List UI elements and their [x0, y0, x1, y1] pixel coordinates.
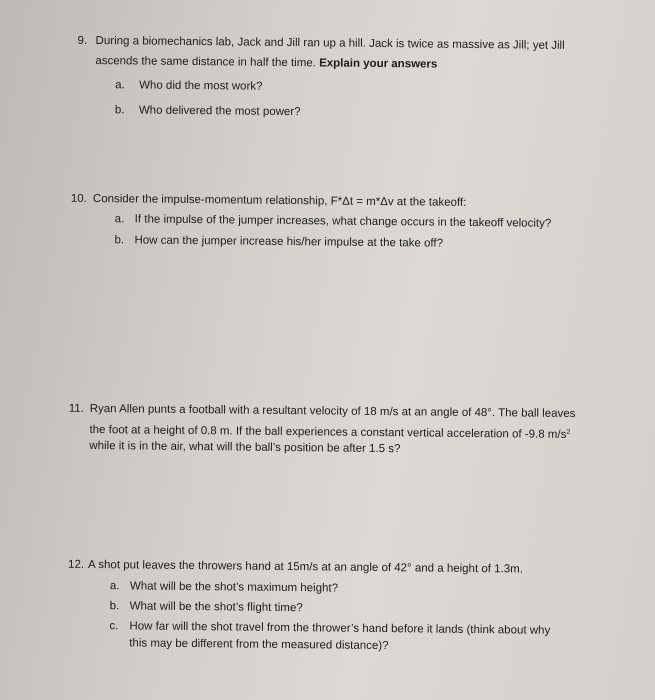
- subquestion-label: a.: [115, 79, 125, 92]
- subquestion-label: b.: [114, 234, 125, 247]
- subquestion-text: Who did the most work?: [139, 79, 263, 93]
- subquestion-text: What will be the shot’s flight time?: [129, 600, 303, 615]
- question-text: while it is in the air, what will the ball’s position be after 1.5 s?: [89, 439, 401, 456]
- subquestion-text: Who delivered the most power?: [138, 104, 301, 119]
- subquestion-label: a.: [109, 580, 120, 593]
- subquestion-label: b.: [114, 104, 125, 117]
- subquestion-text: If the impulse of the jumper increases, what change occurs in the takeoff velocity?: [134, 213, 552, 230]
- question-9: [0, 0, 655, 119]
- question-text: A shot put leaves the throwers hand at 15m/s at an angle of 42° and a height of 1.3m.: [88, 558, 523, 576]
- subquestion-text: How can the jumper increase his/her impulse at the take off?: [134, 234, 444, 250]
- question-number: 10.: [70, 192, 87, 205]
- question-text: During a biomechanics lab, Jack and Jill ran up a hill. Jack is twice as massive as Jill; yet Jill: [95, 35, 565, 52]
- subquestion-label: b.: [109, 600, 120, 613]
- emphasis-text: Explain your answers: [319, 57, 438, 71]
- question-number: 11.: [68, 402, 84, 415]
- question-text: Ryan Allen punts a football with a resultant velocity of 18 m/s at an angle of 48°. The ball leaves: [89, 402, 576, 421]
- question-text: ascends the same distance in half the time. Explain your answers: [95, 55, 438, 71]
- subquestion-text: What will be the shot’s maximum height?: [129, 580, 339, 595]
- subquestion-label: c.: [109, 620, 119, 633]
- subquestion-text: this may be different from the measured distance)?: [129, 637, 389, 653]
- superscript: 2: [566, 428, 571, 436]
- subquestion-label: a.: [114, 213, 125, 226]
- question-number: 12.: [68, 558, 85, 571]
- question-number: 9.: [77, 34, 88, 47]
- question-text: Consider the impulse-momentum relationship, F*Δt = m*Δv at the takeoff:: [92, 192, 467, 209]
- question-text: the foot at a height of 0.8 m. If the ball experiences a constant vertical acceleration of -9.8 $m/s^2$: [89, 423, 571, 441]
- subquestion-text: How far will the shot travel from the thrower’s hand before it lands (think about why: [129, 620, 551, 637]
